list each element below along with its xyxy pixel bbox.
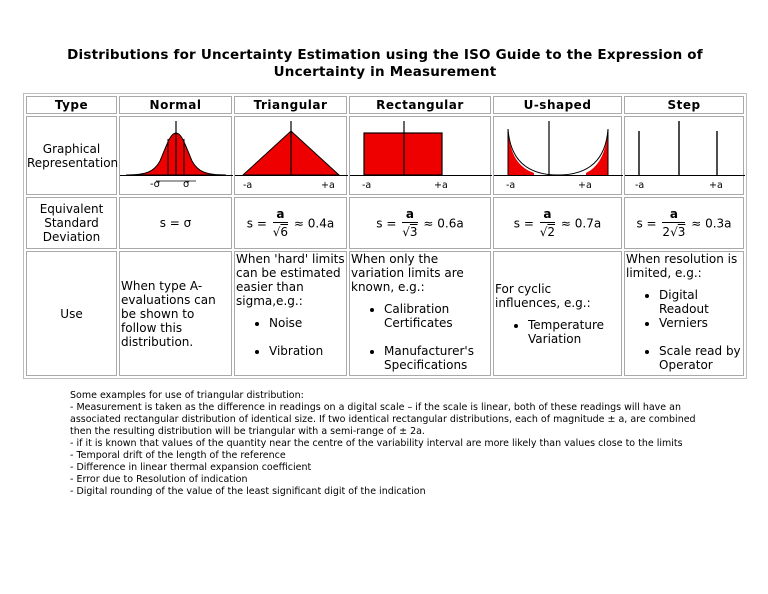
sd-row bbox=[26, 197, 744, 249]
u-plus-a-label: +a bbox=[578, 180, 592, 191]
sd-row-label: Equivalent Standard Deviation bbox=[26, 197, 117, 249]
radicand: 3 bbox=[677, 224, 686, 239]
u-shaped-approx-value: 0.7a bbox=[574, 216, 602, 230]
rectangular-fraction bbox=[402, 206, 417, 241]
fraction-numerator: a bbox=[662, 206, 685, 223]
triangular-use-list bbox=[235, 316, 346, 358]
u-shaped-use-list bbox=[494, 318, 621, 346]
step-plus-a-label: +a bbox=[709, 180, 723, 191]
step-fraction bbox=[662, 206, 685, 241]
note-line: - Difference in linear thermal expansion coefficient bbox=[70, 462, 312, 473]
list-item: • Manufacturer's Specifications bbox=[384, 344, 490, 372]
list-item: • Verniers bbox=[659, 316, 743, 330]
radicand: 6 bbox=[280, 224, 289, 239]
distribution-table bbox=[23, 93, 747, 379]
u-shaped-sd-cell bbox=[493, 197, 622, 249]
page-title: Distributions for Uncertainty Estimation using the ISO Guide to the Expression of Uncertainty in Measurement bbox=[67, 47, 703, 80]
use-row-label: Use bbox=[26, 251, 117, 376]
rectangular-minus-a-label: -a bbox=[362, 180, 372, 191]
u-minus-a-label: -a bbox=[506, 180, 516, 191]
notes-section bbox=[70, 390, 710, 498]
rectangular-sd-cell bbox=[349, 197, 491, 249]
header-rectangular: Rectangular bbox=[349, 96, 491, 114]
rectangle-fill bbox=[364, 133, 442, 175]
list-item: • Digital Readout bbox=[659, 288, 743, 316]
radicand: 3 bbox=[409, 224, 418, 239]
rectangular-use-intro: When only the variation limits are known, e.g.: bbox=[351, 252, 464, 294]
note-line: - Measurement is taken as the difference in readings on a digital scale – if the scale is linear, both of these readings will have an associated rectangular distribution of identical size. If two identical rectangular distributions, each of magnitude ± a, are combined then the resulting distribution will be triangular with a semi-range of ± 2a. bbox=[70, 402, 696, 437]
list-item: • Scale read by Operator bbox=[659, 344, 743, 372]
rectangular-graph-cell bbox=[349, 116, 491, 195]
list-item: • Temperature Variation bbox=[528, 318, 621, 346]
sd-s-prefix: s = bbox=[513, 216, 534, 230]
fraction-numerator: a bbox=[402, 206, 417, 223]
normal-minus-sigma-label: -σ bbox=[150, 179, 160, 190]
header-type: Type bbox=[26, 96, 117, 114]
u-shaped-distribution-graph bbox=[494, 117, 623, 191]
triangular-minus-a-label: -a bbox=[243, 180, 253, 191]
normal-graph-cell bbox=[119, 116, 232, 195]
approx-sign: ≈ bbox=[560, 216, 571, 230]
approx-sign: ≈ bbox=[691, 216, 702, 230]
u-shaped-use-cell bbox=[493, 251, 622, 376]
use-row bbox=[26, 251, 744, 376]
u-right-fill bbox=[586, 129, 608, 175]
fraction-denominator: 2√3 bbox=[662, 224, 686, 239]
note-line: - if it is known that values of the quantity near the centre of the variability interval are more likely than values close to the limits bbox=[70, 438, 683, 449]
graph-row bbox=[26, 116, 744, 195]
fraction-denominator: √3 bbox=[402, 224, 418, 239]
triangular-graph-cell bbox=[234, 116, 347, 195]
sd-s-prefix: s = bbox=[376, 216, 397, 230]
note-line: - Temporal drift of the length of the reference bbox=[70, 450, 286, 461]
rectangular-plus-a-label: +a bbox=[434, 180, 448, 191]
step-approx-value: 0.3a bbox=[705, 216, 732, 230]
triangular-fraction bbox=[273, 206, 288, 241]
triangular-use-intro: When 'hard' limits can be estimated easier than sigma,e.g.: bbox=[236, 252, 345, 308]
normal-plus-sigma-label: σ bbox=[183, 179, 190, 190]
approx-sign: ≈ bbox=[423, 216, 434, 230]
triangular-use-cell bbox=[234, 251, 347, 376]
fraction-denominator: √6 bbox=[272, 224, 289, 239]
fraction-numerator: a bbox=[540, 206, 555, 223]
header-u-shaped: U-shaped bbox=[493, 96, 622, 114]
notes-heading: Some examples for use of triangular distribution: bbox=[70, 390, 304, 401]
step-use-list bbox=[625, 288, 743, 372]
normal-use-cell bbox=[119, 251, 232, 376]
step-minus-a-label: -a bbox=[635, 180, 645, 191]
u-shaped-fraction bbox=[540, 206, 555, 241]
triangular-distribution-graph bbox=[235, 117, 348, 191]
header-triangular: Triangular bbox=[234, 96, 347, 114]
u-shaped-use-intro: For cyclic influences, e.g.: bbox=[495, 281, 591, 310]
triangular-approx-value: 0.4a bbox=[307, 216, 335, 230]
triangular-sd-cell bbox=[234, 197, 347, 249]
sd-s-prefix: s = bbox=[246, 216, 267, 230]
radicand: 2 bbox=[547, 224, 556, 239]
rectangular-use-list bbox=[350, 302, 490, 372]
denominator-coefficient: 2 bbox=[662, 224, 671, 239]
normal-sd-cell: s = σ bbox=[119, 197, 232, 249]
rectangular-distribution-graph bbox=[350, 117, 492, 191]
header-step: Step bbox=[624, 96, 744, 114]
sd-s-prefix: s = bbox=[636, 216, 657, 230]
header-row bbox=[26, 96, 744, 114]
note-line: - Digital rounding of the value of the least significant digit of the indication bbox=[70, 486, 426, 497]
step-use-cell bbox=[624, 251, 744, 376]
triangular-plus-a-label: +a bbox=[321, 180, 335, 191]
graph-row-label: Graphical Representation bbox=[26, 116, 117, 195]
fraction-numerator: a bbox=[273, 206, 288, 223]
note-line: - Error due to Resolution of indication bbox=[70, 474, 248, 485]
u-shaped-graph-cell bbox=[493, 116, 622, 195]
step-use-intro: When resolution is limited, e.g.: bbox=[626, 252, 738, 280]
u-left-fill bbox=[508, 129, 534, 175]
rectangular-approx-value: 0.6a bbox=[437, 216, 464, 230]
approx-sign: ≈ bbox=[293, 216, 304, 230]
normal-distribution-graph bbox=[120, 117, 233, 191]
list-item: • Vibration bbox=[269, 344, 346, 358]
rectangular-use-cell bbox=[349, 251, 491, 376]
fraction-denominator: √2 bbox=[539, 224, 556, 239]
step-sd-cell bbox=[624, 197, 744, 249]
step-graph-cell bbox=[624, 116, 744, 195]
list-item: • Calibration Certificates bbox=[384, 302, 490, 330]
step-distribution-graph bbox=[625, 117, 745, 191]
list-item: • Noise bbox=[269, 316, 346, 330]
normal-use-text: When type A-evaluations can be shown to follow this distribution. bbox=[121, 278, 216, 349]
header-normal: Normal bbox=[119, 96, 232, 114]
